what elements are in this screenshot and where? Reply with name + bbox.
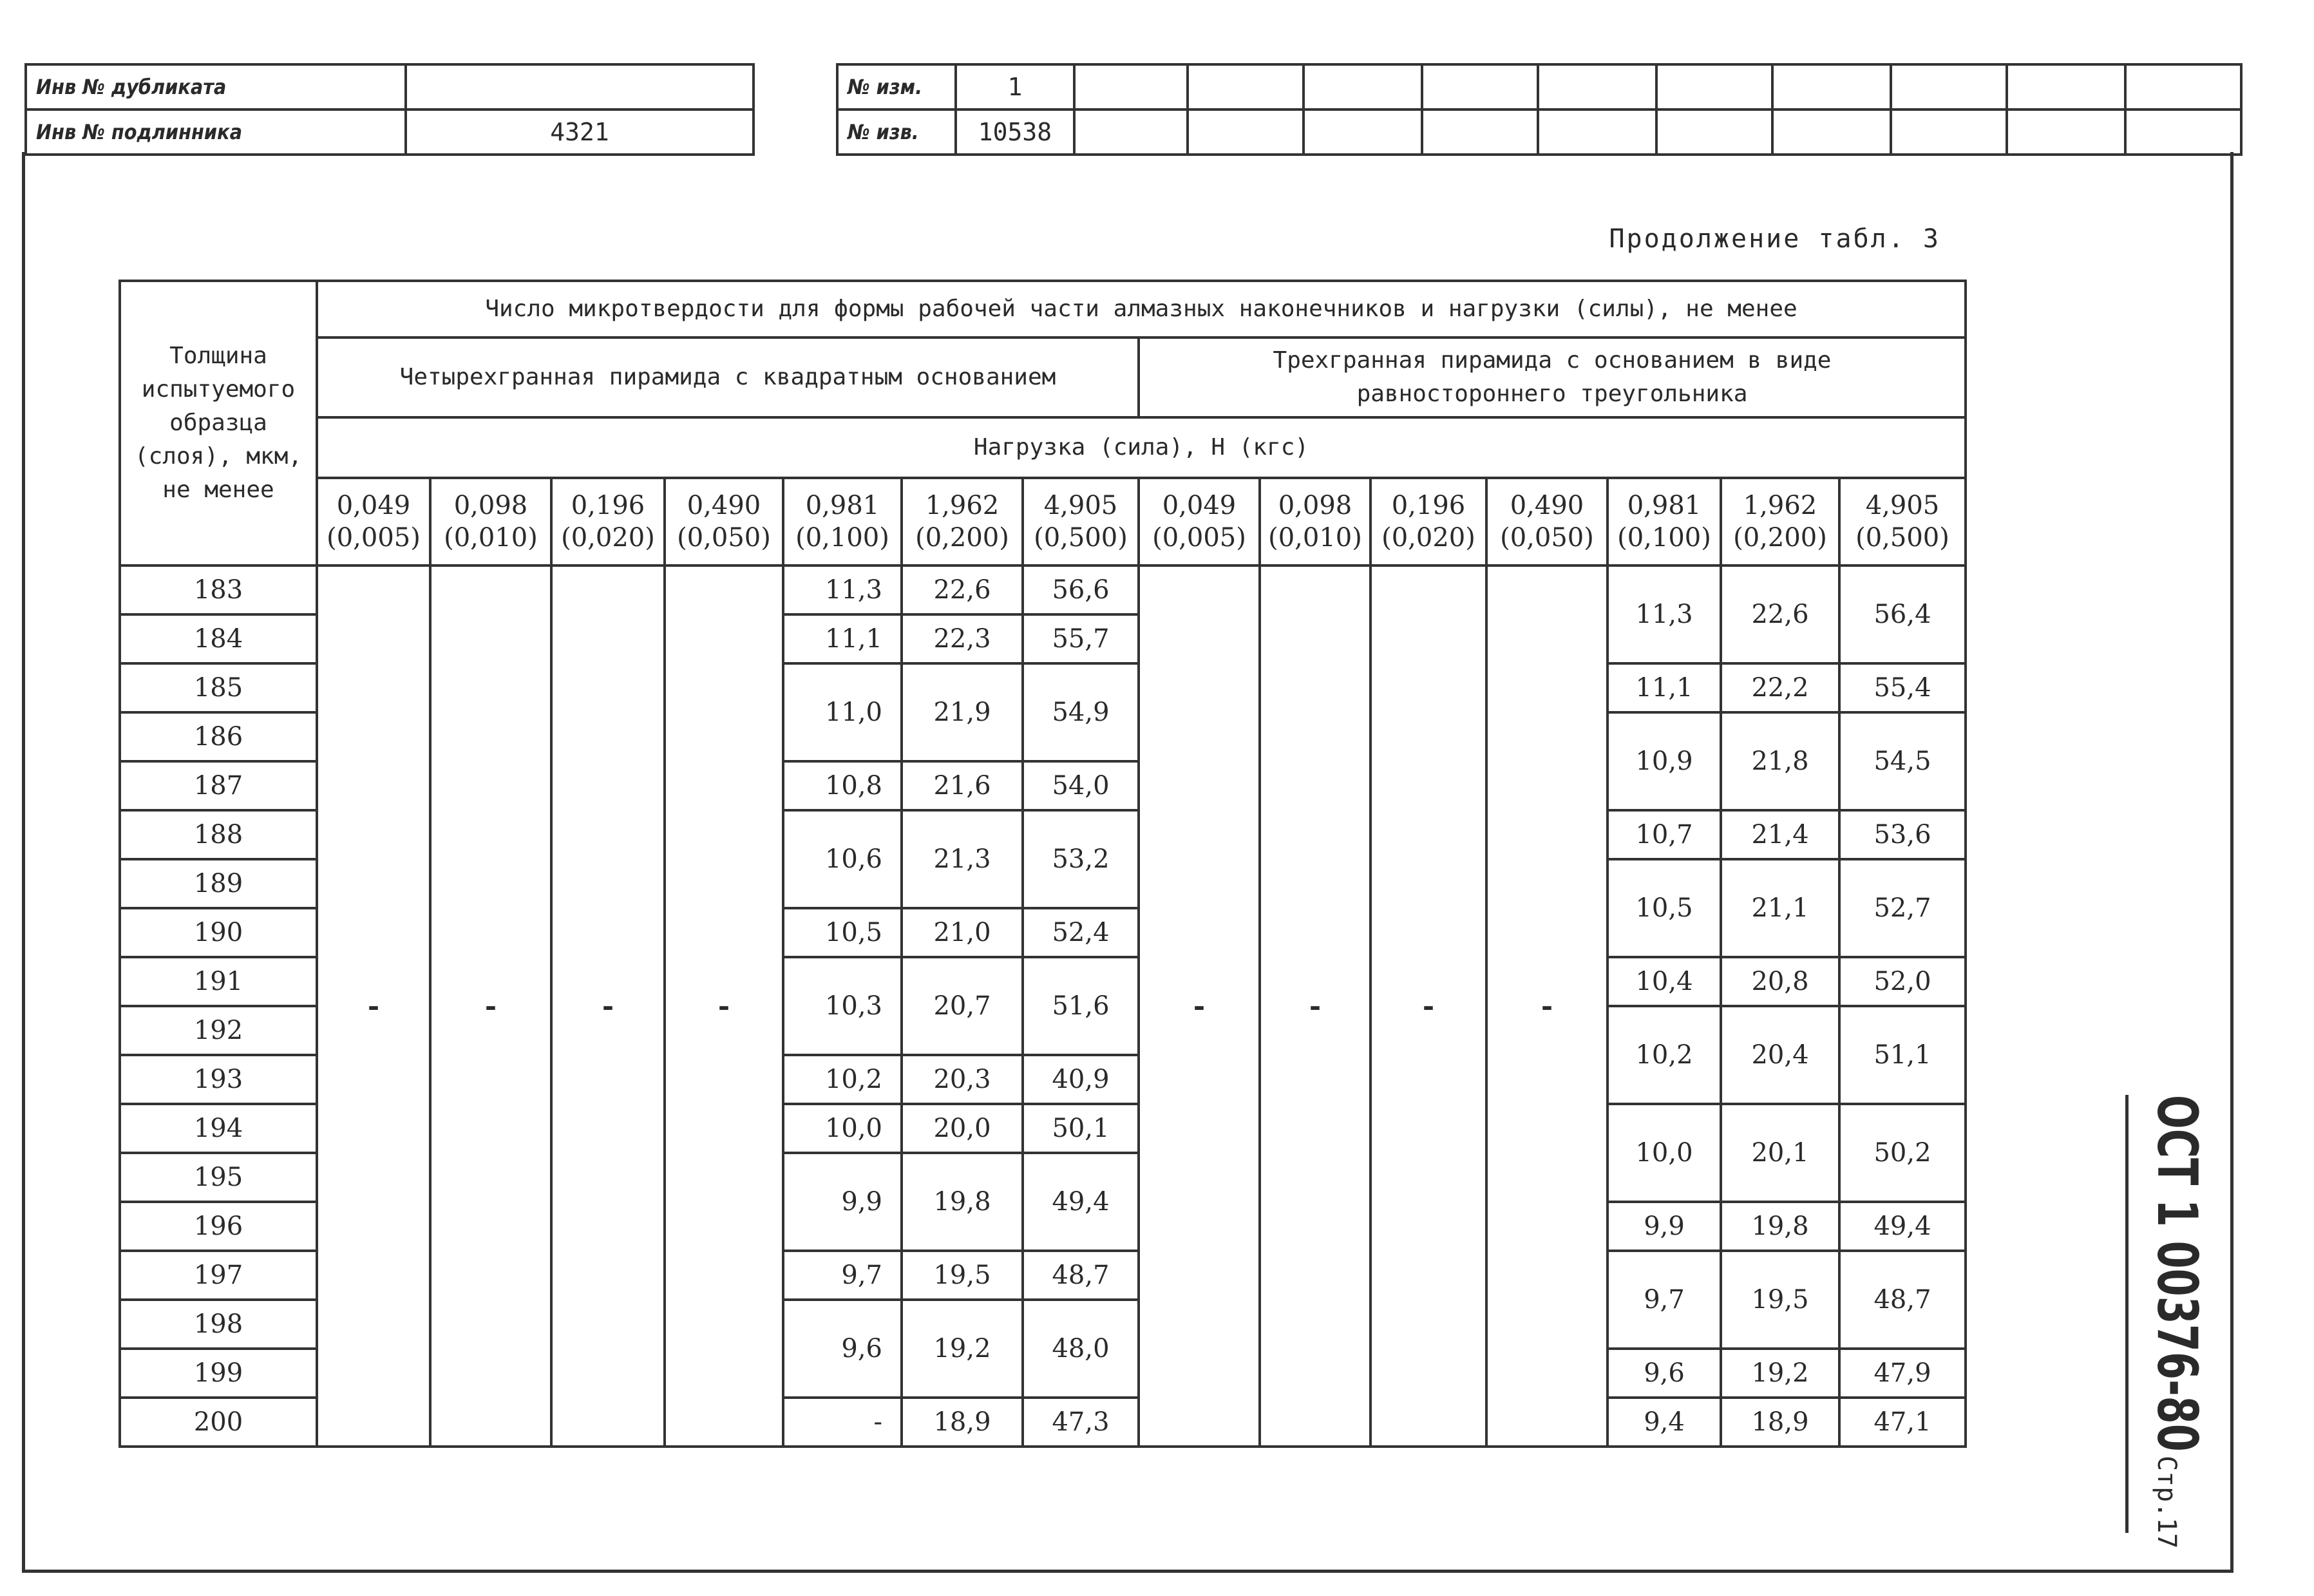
load-kgf: (0,200): [915, 523, 1009, 553]
value-cell: 47,3: [1023, 1398, 1139, 1447]
value-cell: 10,5: [1607, 859, 1721, 957]
thickness-cell: 195: [120, 1153, 317, 1202]
value-cell: 10,3: [783, 957, 902, 1055]
duplicate-inv-value: [406, 64, 754, 109]
value-cell: 52,4: [1023, 908, 1139, 957]
thickness-cell: 184: [120, 614, 317, 663]
value-cell: 21,8: [1721, 712, 1839, 810]
load-newtons: 0,196: [1391, 491, 1466, 520]
group1-header: Четырехгранная пирамида с квадратным основанием: [317, 337, 1139, 417]
value-cell: 9,9: [1607, 1202, 1721, 1251]
header-empty-cell: [1188, 109, 1304, 155]
thickness-cell: 192: [120, 1006, 317, 1055]
header-empty-cell: [1656, 109, 1772, 155]
value-cell: 47,1: [1839, 1398, 1966, 1447]
value-cell: 20,3: [902, 1055, 1023, 1104]
thickness-cell: 187: [120, 761, 317, 810]
load-kgf: (0,010): [1268, 523, 1362, 553]
load-column-header: [1721, 478, 1839, 565]
value-cell: 48,7: [1839, 1251, 1966, 1349]
load-kgf: (0,100): [1617, 523, 1711, 553]
load-column-header: [1486, 478, 1607, 565]
value-cell: 49,4: [1839, 1202, 1966, 1251]
side-rule: [2125, 1095, 2129, 1533]
value-cell: 22,2: [1721, 663, 1839, 712]
load-newtons: 1,962: [925, 491, 1000, 520]
value-cell: 40,9: [1023, 1055, 1139, 1104]
original-inv-label: Инв № подлинника: [26, 109, 406, 155]
header-empty-cell: [1422, 109, 1538, 155]
load-newtons: 0,981: [805, 491, 880, 520]
value-cell: 10,2: [783, 1055, 902, 1104]
load-column-header: [1139, 478, 1260, 565]
load-newtons: 1,962: [1743, 491, 1817, 520]
value-cell: 9,6: [783, 1300, 902, 1398]
value-cell: 10,9: [1607, 712, 1721, 810]
load-newtons: 0,490: [1510, 491, 1584, 520]
value-cell: 50,1: [1023, 1104, 1139, 1153]
load-column-header: [1260, 478, 1370, 565]
value-cell: 52,0: [1839, 957, 1966, 1006]
value-cell: 19,8: [1721, 1202, 1839, 1251]
value-cell: 10,5: [783, 908, 902, 957]
header-empty-cell: [1891, 64, 2007, 109]
load-column-header: [1607, 478, 1721, 565]
load-column-header: [430, 478, 551, 565]
header-empty-cell: [1304, 109, 1422, 155]
header-empty-cell: [1304, 64, 1422, 109]
value-cell: 55,7: [1023, 614, 1139, 663]
empty-dash-cell: -: [317, 565, 430, 1447]
value-cell: 20,8: [1721, 957, 1839, 1006]
value-cell: 19,2: [1721, 1349, 1839, 1398]
empty-dash-cell: -: [665, 565, 783, 1447]
load-header: Нагрузка (сила), Н (кгс): [317, 417, 1966, 478]
thickness-cell: 188: [120, 810, 317, 859]
load-column-header: [665, 478, 783, 565]
empty-dash-cell: -: [1139, 565, 1260, 1447]
duplicate-inv-label: Инв № дубликата: [26, 64, 406, 109]
load-newtons: 4,905: [1865, 491, 1940, 520]
notice-no-label: № изв.: [837, 109, 956, 155]
value-cell: 10,6: [783, 810, 902, 908]
value-cell: 10,0: [1607, 1104, 1721, 1202]
empty-dash-cell: -: [551, 565, 665, 1447]
change-no-value: 1: [956, 64, 1074, 109]
load-kgf: (0,050): [677, 523, 771, 553]
value-cell: 11,3: [783, 565, 902, 614]
value-cell: 51,6: [1023, 957, 1139, 1055]
load-column-header: [317, 478, 430, 565]
value-cell: 20,1: [1721, 1104, 1839, 1202]
load-newtons: 0,981: [1627, 491, 1702, 520]
value-cell: 22,3: [902, 614, 1023, 663]
load-kgf: (0,050): [1500, 523, 1594, 553]
thickness-cell: 197: [120, 1251, 317, 1300]
header-left-block: [24, 63, 755, 156]
thickness-cell: 193: [120, 1055, 317, 1104]
value-cell: 10,7: [1607, 810, 1721, 859]
value-cell: 9,4: [1607, 1398, 1721, 1447]
group2-header: Трехгранная пирамида с основанием в виде равностороннего треугольника: [1139, 337, 1966, 417]
value-cell: 19,8: [902, 1153, 1023, 1251]
main-header: Число микротвердости для формы рабочей части алмазных наконечников и нагрузки (силы), не менее: [317, 281, 1966, 337]
notice-no-value: 10538: [956, 109, 1074, 155]
header-empty-cell: [1891, 109, 2007, 155]
thickness-cell: 185: [120, 663, 317, 712]
header-empty-cell: [1538, 64, 1656, 109]
load-column-header: [1839, 478, 1966, 565]
value-cell: 18,9: [902, 1398, 1023, 1447]
thickness-header: Толщина испытуемого образца (слоя), мкм, не менее: [120, 281, 317, 565]
value-cell: 21,9: [902, 663, 1023, 761]
header-empty-cell: [2125, 64, 2241, 109]
value-cell: 52,7: [1839, 859, 1966, 957]
load-newtons: 0,049: [336, 491, 411, 520]
thickness-cell: 191: [120, 957, 317, 1006]
value-cell: 19,5: [1721, 1251, 1839, 1349]
value-cell: 9,7: [783, 1251, 902, 1300]
value-cell: 50,2: [1839, 1104, 1966, 1202]
load-newtons: 0,098: [453, 491, 528, 520]
thickness-cell: 183: [120, 565, 317, 614]
thickness-cell: 198: [120, 1300, 317, 1349]
load-kgf: (0,500): [1034, 523, 1128, 553]
load-kgf: (0,100): [795, 523, 889, 553]
header-empty-cell: [1772, 109, 1891, 155]
value-cell: 10,8: [783, 761, 902, 810]
thickness-cell: 189: [120, 859, 317, 908]
value-cell: 21,1: [1721, 859, 1839, 957]
value-cell: 21,6: [902, 761, 1023, 810]
continuation-caption: Продолжение табл. 3: [1609, 224, 1940, 254]
load-kgf: (0,500): [1855, 523, 1949, 553]
value-cell: 20,0: [902, 1104, 1023, 1153]
value-cell: 55,4: [1839, 663, 1966, 712]
empty-dash-cell: -: [430, 565, 551, 1447]
load-column-header: [1370, 478, 1486, 565]
value-cell: 9,7: [1607, 1251, 1721, 1349]
load-kgf: (0,005): [1152, 523, 1246, 553]
empty-dash-cell: -: [1260, 565, 1370, 1447]
value-cell: 48,0: [1023, 1300, 1139, 1398]
value-cell: 51,1: [1839, 1006, 1966, 1104]
thickness-cell: 196: [120, 1202, 317, 1251]
value-cell: 20,4: [1721, 1006, 1839, 1104]
load-kgf: (0,005): [327, 523, 421, 553]
empty-dash-cell: -: [1486, 565, 1607, 1447]
value-cell: 9,6: [1607, 1349, 1721, 1398]
microhardness-table: [119, 280, 1967, 1448]
value-cell: 9,9: [783, 1153, 902, 1251]
value-cell: 22,6: [902, 565, 1023, 614]
load-newtons: 0,049: [1162, 491, 1237, 520]
value-cell: 56,4: [1839, 565, 1966, 663]
value-cell: 49,4: [1023, 1153, 1139, 1251]
thickness-cell: 190: [120, 908, 317, 957]
value-cell: 21,3: [902, 810, 1023, 908]
standard-code: ОСТ 1 00376-80: [2145, 1095, 2209, 1452]
load-kgf: (0,200): [1733, 523, 1827, 553]
header-right-block: [836, 63, 2243, 156]
load-column-header: [783, 478, 902, 565]
thickness-cell: 199: [120, 1349, 317, 1398]
value-cell: 10,0: [783, 1104, 902, 1153]
value-cell: 10,2: [1607, 1006, 1721, 1104]
side-label: [2138, 1095, 2209, 1549]
header-empty-cell: [1074, 109, 1188, 155]
value-cell: 11,0: [783, 663, 902, 761]
header-empty-cell: [1538, 109, 1656, 155]
value-cell: 18,9: [1721, 1398, 1839, 1447]
value-cell: 54,9: [1023, 663, 1139, 761]
header-empty-cell: [1188, 64, 1304, 109]
value-cell: 54,0: [1023, 761, 1139, 810]
value-cell: 21,0: [902, 908, 1023, 957]
load-newtons: 0,490: [687, 491, 761, 520]
header-empty-cell: [1422, 64, 1538, 109]
load-newtons: 0,098: [1278, 491, 1352, 520]
value-cell: 10,4: [1607, 957, 1721, 1006]
load-kgf: (0,010): [444, 523, 538, 553]
value-cell: 19,2: [902, 1300, 1023, 1398]
load-column-header: [902, 478, 1023, 565]
value-cell: 21,4: [1721, 810, 1839, 859]
value-cell: 47,9: [1839, 1349, 1966, 1398]
thickness-cell: 194: [120, 1104, 317, 1153]
page-number: Стр.17: [2152, 1456, 2181, 1549]
value-cell: 54,5: [1839, 712, 1966, 810]
header-empty-cell: [1074, 64, 1188, 109]
load-column-header: [551, 478, 665, 565]
value-cell: 19,5: [902, 1251, 1023, 1300]
value-cell: -: [783, 1398, 902, 1447]
load-kgf: (0,020): [1381, 523, 1475, 553]
header-empty-cell: [1772, 64, 1891, 109]
original-inv-value: 4321: [406, 109, 754, 155]
load-newtons: 0,196: [571, 491, 645, 520]
empty-dash-cell: -: [1370, 565, 1486, 1447]
header-empty-cell: [2125, 109, 2241, 155]
header-empty-cell: [2007, 109, 2125, 155]
value-cell: 48,7: [1023, 1251, 1139, 1300]
header-empty-cell: [1656, 64, 1772, 109]
value-cell: 20,7: [902, 957, 1023, 1055]
change-no-label: № изм.: [837, 64, 956, 109]
value-cell: 11,1: [783, 614, 902, 663]
load-newtons: 4,905: [1043, 491, 1118, 520]
load-kgf: (0,020): [561, 523, 655, 553]
header-empty-cell: [2007, 64, 2125, 109]
value-cell: 53,2: [1023, 810, 1139, 908]
table-row: [120, 565, 1966, 614]
value-cell: 22,6: [1721, 565, 1839, 663]
value-cell: 11,1: [1607, 663, 1721, 712]
thickness-cell: 186: [120, 712, 317, 761]
value-cell: 56,6: [1023, 565, 1139, 614]
load-column-header: [1023, 478, 1139, 565]
thickness-cell: 200: [120, 1398, 317, 1447]
value-cell: 53,6: [1839, 810, 1966, 859]
value-cell: 11,3: [1607, 565, 1721, 663]
